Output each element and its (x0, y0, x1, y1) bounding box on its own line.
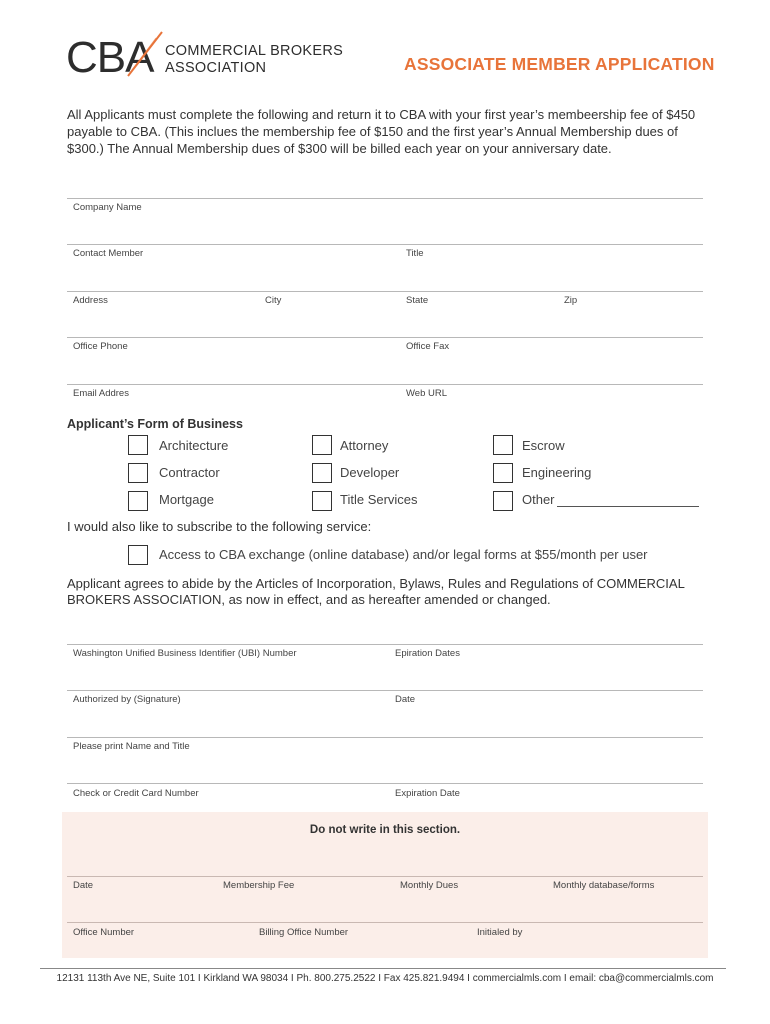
field-divider (67, 644, 703, 645)
office-fax-label: Office Fax (406, 341, 450, 352)
field-divider (67, 783, 703, 784)
email-label: Email Addres (73, 388, 129, 399)
zip-label: Zip (564, 295, 578, 306)
architecture-label: Architecture (159, 438, 229, 453)
signature-label: Authorized by (Signature) (73, 694, 181, 705)
address-label: Address (73, 295, 108, 306)
contractor-checkbox[interactable] (128, 463, 148, 483)
field-divider (67, 337, 703, 338)
logo-slash-icon (126, 30, 166, 78)
business-form-heading: Applicant’s Form of Business (67, 417, 243, 431)
footer-divider (40, 968, 726, 969)
logo-name-line2: ASSOCIATION (165, 60, 267, 76)
title-services-checkbox[interactable] (312, 491, 332, 511)
exchange-subscription-label: Access to CBA exchange (online database) and/or legal forms at $55/month per user (159, 547, 648, 562)
ubi-label: Washington Unified Business Identifier (UBI) Number (73, 648, 297, 659)
print-name-label: Please print Name and Title (73, 741, 190, 752)
membership-fee-label: Membership Fee (223, 880, 295, 891)
field-divider (67, 291, 703, 292)
office-use-heading: Do not write in this section. (309, 824, 461, 836)
field-divider (67, 690, 703, 691)
office-date-label: Date (73, 880, 94, 891)
subscribe-heading: I would also like to subscribe to the following service: (67, 519, 372, 534)
office-number-label: Office Number (73, 927, 135, 938)
city-label: City (265, 295, 282, 306)
field-divider (67, 384, 703, 385)
engineering-label: Engineering (522, 465, 592, 480)
exchange-subscription-checkbox[interactable] (128, 545, 148, 565)
field-divider (67, 876, 703, 877)
billing-office-number-label: Billing Office Number (259, 927, 349, 938)
escrow-label: Escrow (522, 438, 565, 453)
attorney-label: Attorney (340, 438, 389, 453)
developer-label: Developer (340, 465, 400, 480)
card-number-label: Check or Credit Card Number (73, 788, 199, 799)
field-divider (67, 198, 703, 199)
logo-name-line1: COMMERCIAL BROKERS (165, 43, 344, 59)
architecture-checkbox[interactable] (128, 435, 148, 455)
mortgage-label: Mortgage (159, 492, 214, 507)
company-name-label: Company Name (73, 202, 142, 213)
page-title: ASSOCIATE MEMBER APPLICATION (404, 54, 715, 74)
contractor-label: Contractor (159, 465, 220, 480)
footer-contact: 12131 113th Ave NE, Suite 101 I Kirkland WA 98034 I Ph. 800.275.2522 I Fax 425.821.9494 I commercialmls.com I email: cba@commercialmls.com (56, 973, 714, 984)
logo-mark: CBA (66, 33, 154, 82)
expiration-dates-label: Epiration Dates (395, 648, 460, 659)
monthly-database-label: Monthly database/forms (553, 880, 655, 891)
office-phone-label: Office Phone (73, 341, 128, 352)
escrow-checkbox[interactable] (493, 435, 513, 455)
contact-member-label: Contact Member (73, 248, 144, 259)
engineering-checkbox[interactable] (493, 463, 513, 483)
developer-checkbox[interactable] (312, 463, 332, 483)
logo-name (165, 43, 343, 77)
attorney-checkbox[interactable] (312, 435, 332, 455)
agreement-paragraph: Applicant agrees to abide by the Articles of Incorporation, Bylaws, Rules and Regulations of COMMERCIAL BROKERS ASSOCIATION, as now in effect, and as hereafter amended or changed. (67, 576, 685, 607)
other-label: Other (522, 492, 555, 507)
mortgage-checkbox[interactable] (128, 491, 148, 511)
title-label: Title (406, 248, 424, 259)
monthly-dues-label: Monthly Dues (400, 880, 459, 891)
initialed-by-label: Initialed by (477, 927, 523, 938)
title-services-label: Title Services (340, 492, 418, 507)
web-url-label: Web URL (406, 388, 448, 399)
field-divider (67, 244, 703, 245)
other-checkbox[interactable] (493, 491, 513, 511)
other-write-in-line[interactable] (557, 506, 699, 507)
date-label: Date (395, 694, 416, 705)
expiration-date-label: Expiration Date (395, 788, 460, 799)
intro-paragraph: All Applicants must complete the following and return it to CBA with your first year’s membeership fee of $450 payable to CBA. (This inclues the membership fee of $150 and the first year’s Annual Membership dues of $300.) The Annual Membership dues of $300 will be billed each year on your anniversary date. (67, 107, 696, 156)
field-divider (67, 922, 703, 923)
field-divider (67, 737, 703, 738)
state-label: State (406, 295, 429, 306)
